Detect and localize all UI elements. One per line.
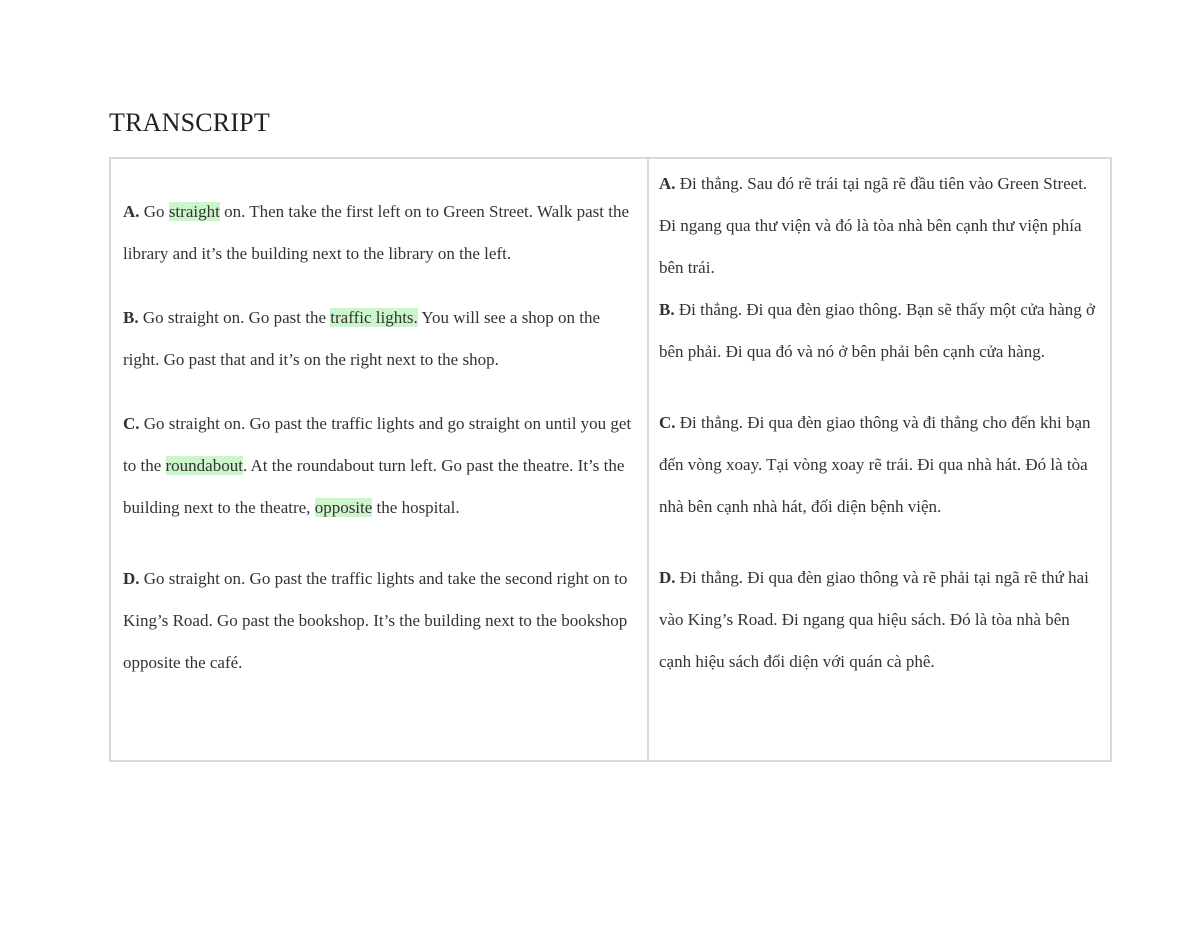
vietnamese-paragraph-d	[659, 557, 1098, 683]
paragraph-label: D.	[123, 569, 140, 588]
vietnamese-column	[649, 159, 1110, 760]
paragraph-label: A.	[123, 202, 140, 221]
paragraph-text: Go straight on. Go past the traffic lights and go straight on until you get to the	[123, 414, 632, 475]
english-column	[111, 159, 649, 760]
english-paragraph-d	[123, 558, 637, 684]
highlighted-word: traffic lights.	[330, 308, 418, 327]
paragraph-text: . At the roundabout turn left. Go past the theatre. It’s the building next to the theatre,	[123, 456, 625, 517]
paragraph-label: B.	[123, 308, 139, 327]
paragraph-text: Đi thẳng. Đi qua đèn giao thông và đi thẳng cho đến khi bạn đến vòng xoay. Tại vòng xoay rẽ trái. Đi qua nhà hát. Đó là tòa nhà bên cạnh nhà hát, đối diện bệnh viện.	[659, 413, 1091, 516]
paragraph-text: Go straight on. Go past the traffic lights and take the second right on to King’s Road. Go past the bookshop. It’s the building next to the bookshop opposite the café.	[123, 569, 628, 672]
paragraph-text: You will see a shop on the right. Go past that and it’s on the right next to the shop.	[123, 308, 601, 369]
highlighted-word: opposite	[314, 498, 373, 517]
paragraph-text: Đi thẳng. Đi qua đèn giao thông và rẽ phải tại ngã rẽ thứ hai vào King’s Road. Đi ngang qua hiệu sách. Đó là tòa nhà bên cạnh hiệu sách đối diện với quán cà phê.	[659, 568, 1089, 671]
vietnamese-paragraph-b	[659, 289, 1098, 373]
paragraph-text: Đi thẳng. Đi qua đèn giao thông. Bạn sẽ thấy một cửa hàng ở bên phải. Đi qua đó và nó ở bên phải bên cạnh cửa hàng.	[659, 300, 1096, 361]
transcript-table	[109, 157, 1112, 762]
vietnamese-paragraph-c	[659, 402, 1098, 528]
paragraph-label: A.	[659, 174, 676, 193]
english-paragraph-c	[123, 403, 637, 529]
paragraph-text: Đi thẳng. Sau đó rẽ trái tại ngã rẽ đầu tiên vào Green Street. Đi ngang qua thư viện và đó là tòa nhà bên cạnh thư viện phía bên trái.	[659, 174, 1088, 277]
paragraph-label: D.	[659, 568, 676, 587]
paragraph-label: C.	[659, 413, 676, 432]
highlighted-word: roundabout	[165, 456, 243, 475]
paragraph-label: B.	[659, 300, 675, 319]
paragraph-text: Go	[139, 202, 169, 221]
page-title: TRANSCRIPT	[109, 108, 270, 137]
paragraph-text: on. Then take the first left on to Green Street. Walk past the library and it’s the building next to the library on the left.	[123, 202, 630, 263]
english-paragraph-a	[123, 191, 637, 275]
paragraph-text: the hospital.	[372, 498, 460, 517]
vietnamese-paragraph-a	[659, 163, 1098, 289]
paragraph-text: Go straight on. Go past the	[138, 308, 331, 327]
english-paragraph-b	[123, 297, 637, 381]
paragraph-label: C.	[123, 414, 140, 433]
highlighted-word: straight	[168, 202, 220, 221]
